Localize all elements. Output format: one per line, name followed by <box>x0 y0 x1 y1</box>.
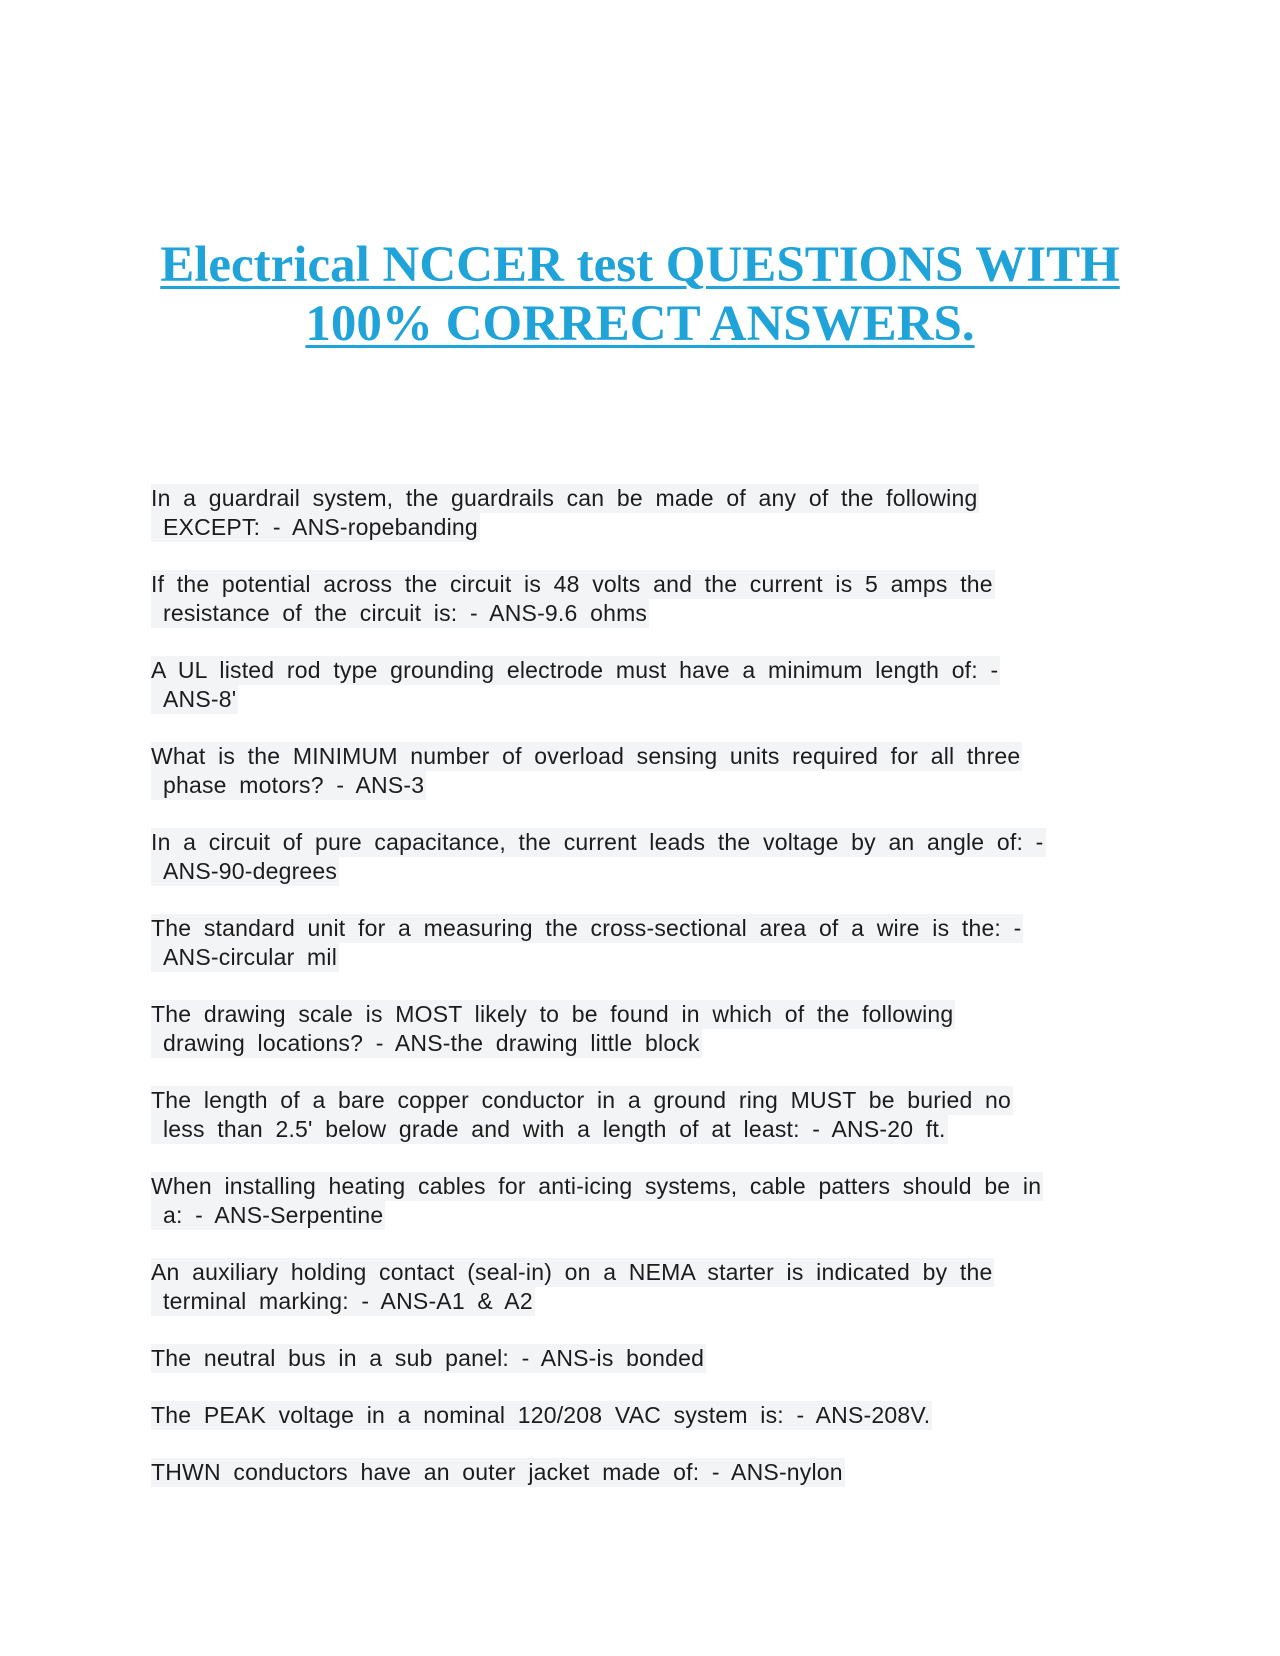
qa-item <box>151 1172 1141 1230</box>
question-text: The drawing scale is MOST likely to be found in which of the following <box>151 1001 954 1027</box>
qa-item <box>151 1000 1141 1058</box>
question-text: The neutral bus in a sub panel: - ANS-is bonded <box>151 1345 705 1371</box>
answer-text: ANS-8' <box>151 685 238 714</box>
document-title <box>0 236 1280 354</box>
qa-item <box>151 570 1141 628</box>
answer-text: a: - ANS-Serpentine <box>151 1201 385 1230</box>
answer-text: ANS-90-degrees <box>151 857 339 886</box>
question-text: A UL listed rod type grounding electrode must have a minimum length of: - <box>151 657 999 683</box>
qa-item <box>151 1401 1141 1430</box>
question-text: THWN conductors have an outer jacket made of: - ANS-nylon <box>151 1459 843 1485</box>
question-text: In a circuit of pure capacitance, the current leads the voltage by an angle of: - <box>151 829 1044 855</box>
question-text: When installing heating cables for anti-icing systems, cable patters should be in <box>151 1173 1042 1199</box>
answer-text: phase motors? - ANS-3 <box>151 771 426 800</box>
answer-text: less than 2.5' below grade and with a length of at least: - ANS-20 ft. <box>151 1115 948 1144</box>
title-line-1: Electrical NCCER test QUESTIONS WITH <box>160 237 1120 293</box>
answer-text: terminal marking: - ANS-A1 & A2 <box>151 1287 535 1316</box>
question-text: What is the MINIMUM number of overload sensing units required for all three <box>151 743 1021 769</box>
answer-text: ANS-circular mil <box>151 943 339 972</box>
title-line-2: 100% CORRECT ANSWERS. <box>305 296 975 352</box>
answer-text: EXCEPT: - ANS-ropebanding <box>151 513 480 542</box>
qa-item <box>151 914 1141 972</box>
qa-item <box>151 1086 1141 1144</box>
question-text: If the potential across the circuit is 48 volts and the current is 5 amps the <box>151 571 993 597</box>
question-text: The length of a bare copper conductor in a ground ring MUST be buried no <box>151 1087 1012 1113</box>
qa-list <box>151 484 1141 1515</box>
answer-text: resistance of the circuit is: - ANS-9.6 ohms <box>151 599 649 628</box>
qa-item <box>151 828 1141 886</box>
qa-item <box>151 742 1141 800</box>
qa-item <box>151 484 1141 542</box>
qa-item <box>151 1344 1141 1373</box>
qa-item <box>151 656 1141 714</box>
question-text: An auxiliary holding contact (seal-in) on a NEMA starter is indicated by the <box>151 1259 993 1285</box>
answer-text: drawing locations? - ANS-the drawing little block <box>151 1029 702 1058</box>
question-text: In a guardrail system, the guardrails can be made of any of the following <box>151 485 978 511</box>
qa-item <box>151 1458 1141 1487</box>
question-text: The standard unit for a measuring the cross-sectional area of a wire is the: - <box>151 915 1022 941</box>
qa-item <box>151 1258 1141 1316</box>
question-text: The PEAK voltage in a nominal 120/208 VAC system is: - ANS-208V. <box>151 1402 931 1428</box>
